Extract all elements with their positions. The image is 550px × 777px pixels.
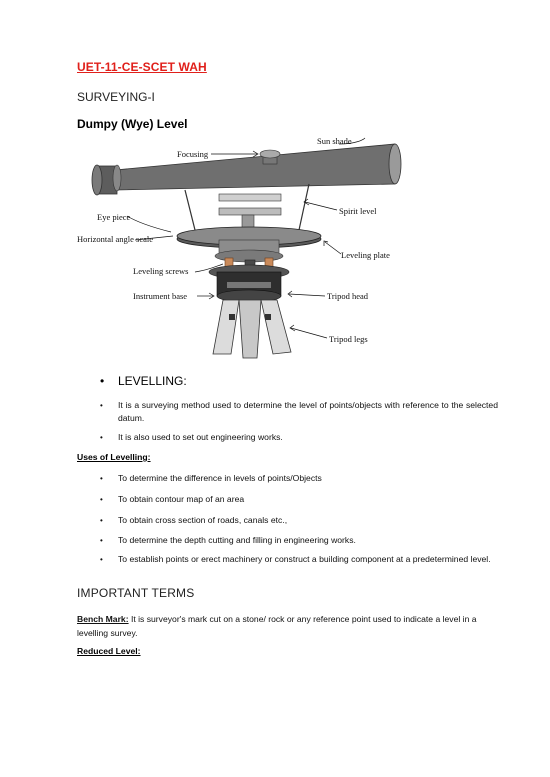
bullet-icon: • [100, 516, 103, 525]
horizontal-scale-plate [177, 227, 321, 262]
bullet-icon: • [100, 374, 105, 388]
tripod-legs [213, 300, 291, 358]
document-page: UET-11-CE-SCET WAH SURVEYING-I Dumpy (Wye) Level Sun shade Focusing Spirit level Eye piece Horizontal angle scale Leveling plate Leveling screws Instrument base Tripod head Tripod legs • LEVELLING: • It is a surveying method used to determine the level of points/objects with reference to the selected datum. • It is also used to set out engineering works. Uses of Levelling: • To determine the difference in levels of points/Objects • To obtain contour map of an area • To obtain cross section of roads, canals etc., • To determine the depth cutting and filling in engineering works. • To establish points or erect machinery or construct a building component at a predetermined level. IMPORTANT TERMS Bench Mark: It is surveyor's mark cut on a stone/ rock or any reference point used to indicate a level in a levelling survey. Reduced Level: [77, 60, 498, 656]
instrument-base [217, 272, 281, 302]
bench-mark-definition: It is surveyor's mark cut on a stone/ rock or any reference point used to indicate a level in a levelling survey. [77, 614, 477, 638]
label-tripod-legs: Tripod legs [329, 334, 368, 344]
label-focusing: Focusing [177, 149, 209, 159]
label-leveling-plate: Leveling plate [341, 250, 390, 260]
label-sun-shade: Sun shade [317, 136, 352, 146]
label-spirit-level: Spirit level [339, 206, 377, 216]
bullet-icon: • [100, 555, 103, 564]
bullet-icon: • [100, 433, 103, 442]
label-instrument-base: Instrument base [133, 291, 188, 301]
bullet-icon: • [100, 401, 103, 410]
bench-mark-paragraph [77, 612, 477, 640]
label-tripod-head: Tripod head [327, 291, 369, 301]
important-terms-heading: IMPORTANT TERMS [77, 586, 195, 600]
label-eye-piece: Eye piece [97, 212, 131, 222]
label-horizontal-angle-scale: Horizontal angle scale [77, 234, 153, 244]
uses-heading: Uses of Levelling: [77, 452, 151, 462]
dumpy-level-diagram [77, 132, 417, 362]
section-heading-dumpy-level: Dumpy (Wye) Level [77, 117, 188, 131]
document-title: UET-11-CE-SCET WAH [77, 60, 207, 74]
bench-mark-term: Bench Mark: [77, 614, 129, 624]
reduced-level-term: Reduced Level: [77, 646, 141, 656]
bullet-icon: • [100, 495, 103, 504]
telescope [92, 144, 401, 195]
spirit-level-frame [185, 184, 309, 233]
subject-name: SURVEYING-I [77, 90, 155, 104]
bullet-icon: • [100, 474, 103, 483]
bullet-icon: • [100, 536, 103, 545]
label-leveling-screws: Leveling screws [133, 266, 189, 276]
